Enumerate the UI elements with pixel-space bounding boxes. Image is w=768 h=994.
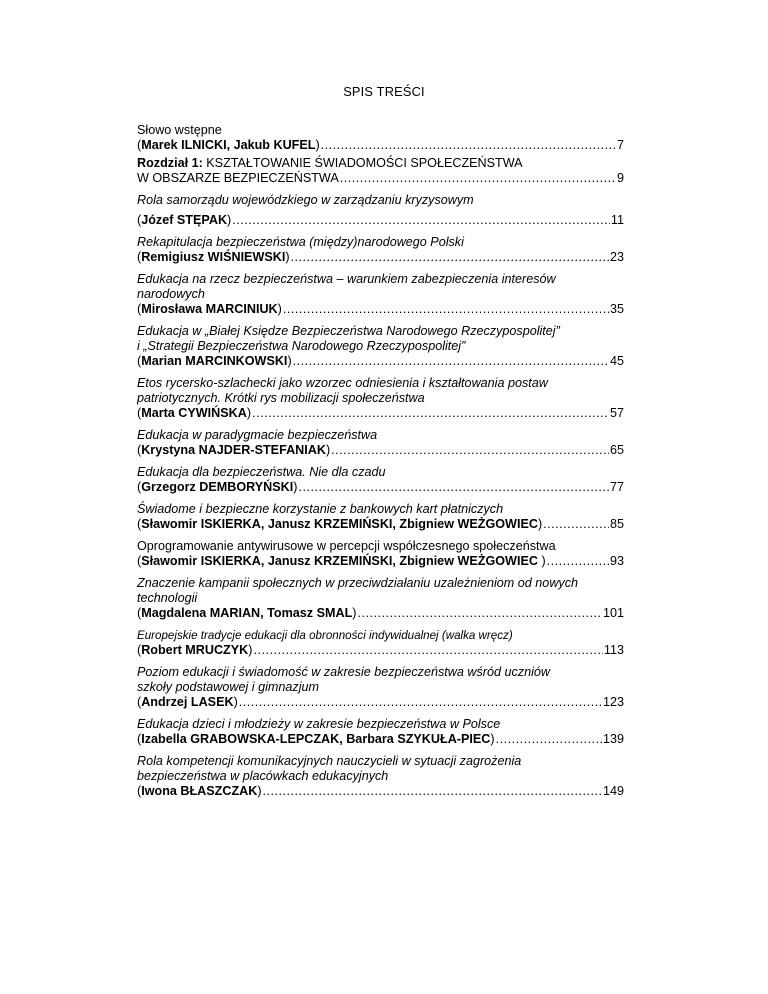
toc-entry-author-line: W OBSZARZE BEZPIECZEŃSTWA ..... 9 bbox=[137, 171, 624, 186]
toc-entry-author-line: (Marek ILNICKI, Jakub KUFEL) ..... 7 bbox=[137, 138, 624, 153]
table-of-contents bbox=[137, 123, 624, 806]
toc-entry-title: Rola kompetencji komunikacyjnych nauczycieli w sytuacji zagrożenia bbox=[137, 754, 522, 768]
toc-entry-title: Edukacja na rzecz bezpieczeństwa – warunkiem zabezpieczenia interesów bbox=[137, 272, 556, 286]
chapter-label: Rozdział 1: bbox=[137, 156, 203, 170]
toc-entry-author-line: (Izabella GRABOWSKA-LEPCZAK, Barbara SZYKUŁA-PIEC) ..... 139 bbox=[137, 732, 624, 747]
toc-entry-page: 101 bbox=[602, 606, 624, 620]
toc-entry bbox=[137, 376, 624, 421]
toc-entry-title: Rola samorządu wojewódzkiego w zarządzaniu kryzysowym bbox=[137, 193, 474, 207]
toc-entry-author-line: (Mirosława MARCINIUK) ..... 35 bbox=[137, 302, 624, 317]
toc-entry-page: 35 bbox=[609, 302, 624, 316]
toc-entry-page: 139 bbox=[602, 732, 624, 746]
toc-entry-title: Poziom edukacji i świadomość w zakresie bezpieczeństwa wśród uczniów bbox=[137, 665, 550, 679]
toc-entry-authors: Izabella GRABOWSKA-LEPCZAK, Barbara SZYKUŁA-PIEC bbox=[141, 732, 491, 746]
toc-entry-title: Słowo wstępne bbox=[137, 123, 222, 137]
toc-entry bbox=[137, 272, 624, 317]
toc-entry-title: Świadome i bezpieczne korzystanie z bankowych kart płatniczych bbox=[137, 502, 504, 516]
toc-entry-title: Rekapitulacja bezpieczeństwa (między)narodowego Polski bbox=[137, 235, 464, 249]
dot-leader bbox=[283, 302, 609, 317]
toc-entry-page: 45 bbox=[609, 354, 624, 368]
toc-entry-title: Edukacja dla bezpieczeństwa. Nie dla czadu bbox=[137, 465, 386, 479]
toc-entry-page: 113 bbox=[603, 643, 624, 657]
toc-entry bbox=[137, 717, 624, 747]
toc-entry-chapter-1 bbox=[137, 156, 624, 186]
toc-entry-authors: Grzegorz DEMBORYŃSKI bbox=[141, 480, 294, 494]
toc-entry-title: Edukacja w paradygmacie bezpieczeństwa bbox=[137, 428, 378, 442]
dot-leader bbox=[239, 695, 602, 710]
toc-entry-page: 149 bbox=[602, 784, 624, 798]
toc-entry-authors: Marek ILNICKI, Jakub KUFEL bbox=[141, 138, 316, 152]
dot-leader bbox=[252, 406, 609, 421]
toc-entry bbox=[137, 502, 624, 532]
toc-entry-title: bezpieczeństwa w placówkach edukacyjnych bbox=[137, 769, 389, 783]
toc-entry bbox=[137, 754, 624, 799]
toc-entry bbox=[137, 193, 624, 228]
toc-entry-title: Znaczenie kampanii społecznych w przeciwdziałaniu uzależnieniom od nowych bbox=[137, 576, 579, 590]
dot-leader bbox=[340, 171, 616, 186]
toc-entry-author-line: (Marta CYWIŃSKA) ..... 57 bbox=[137, 406, 624, 421]
toc-entry-author-line: (Sławomir ISKIERKA, Janusz KRZEMIŃSKI, Zbigniew WEŻGOWIEC ) ..... 93 bbox=[137, 554, 624, 569]
toc-entry bbox=[137, 235, 624, 265]
dot-leader bbox=[321, 138, 616, 153]
dot-leader bbox=[263, 784, 602, 799]
toc-entry-page: 23 bbox=[609, 250, 624, 264]
toc-entry-authors: Sławomir ISKIERKA, Janusz KRZEMIŃSKI, Zbigniew WEŻGOWIEC bbox=[141, 517, 538, 531]
toc-entry bbox=[137, 539, 624, 569]
toc-entry-title: Etos rycersko-szlachecki jako wzorzec odniesienia i kształtowania postaw bbox=[137, 376, 548, 390]
dot-leader bbox=[547, 554, 609, 569]
toc-entry-title: narodowych bbox=[137, 287, 205, 301]
dot-leader bbox=[291, 250, 609, 265]
toc-entry-authors: Mirosława MARCINIUK bbox=[141, 302, 278, 316]
toc-entry-author-line: (Magdalena MARIAN, Tomasz SMAL) ..... 101 bbox=[137, 606, 624, 621]
dot-leader bbox=[331, 443, 609, 458]
toc-entry-page: 11 bbox=[610, 213, 624, 227]
toc-entry-page: 7 bbox=[616, 138, 624, 152]
toc-entry bbox=[137, 465, 624, 495]
toc-entry-foreword bbox=[137, 123, 624, 153]
toc-entry-author-line: (Krystyna NAJDER-STEFANIAK) ..... 65 bbox=[137, 443, 624, 458]
toc-entry-title: patriotycznych. Krótki rys mobilizacji społeczeństwa bbox=[137, 391, 425, 405]
toc-entry-title: Oprogramowanie antywirusowe w percepcji współczesnego społeczeństwa bbox=[137, 539, 556, 553]
toc-entry-author-line: (Robert MRUCZYK) ..... 113 bbox=[137, 643, 624, 658]
toc-entry-page: 77 bbox=[609, 480, 624, 494]
toc-entry bbox=[137, 665, 624, 710]
toc-entry-authors: Remigiusz WIŚNIEWSKI bbox=[141, 250, 286, 264]
page-title: SPIS TREŚCI bbox=[343, 84, 425, 99]
toc-entry-authors: Krystyna NAJDER-STEFANIAK bbox=[141, 443, 326, 457]
dot-leader bbox=[358, 606, 602, 621]
toc-entry-authors: Marta CYWIŃSKA bbox=[141, 406, 247, 420]
toc-entry-page: 85 bbox=[609, 517, 624, 531]
toc-entry-title: Europejskie tradycje edukacji dla obronności indywidualnej (walka wręcz) bbox=[137, 629, 513, 642]
toc-entry bbox=[137, 324, 624, 369]
toc-entry-authors: Magdalena MARIAN, Tomasz SMAL bbox=[141, 606, 353, 620]
toc-entry bbox=[137, 428, 624, 458]
toc-entry-author-line: (Marian MARCINKOWSKI) ..... 45 bbox=[137, 354, 624, 369]
toc-entry-author-line: (Andrzej LASEK) ..... 123 bbox=[137, 695, 624, 710]
toc-entry-title: Rozdział 1: KSZTAŁTOWANIE ŚWIADOMOŚCI SPOŁECZEŃSTWA bbox=[137, 156, 523, 170]
toc-entry-title: szkoły podstawowej i gimnazjum bbox=[137, 680, 319, 694]
toc-entry-title: Edukacja dzieci i młodzieży w zakresie bezpieczeństwa w Polsce bbox=[137, 717, 501, 731]
toc-entry-author-line: (Sławomir ISKIERKA, Janusz KRZEMIŃSKI, Zbigniew WEŻGOWIEC) ..... 85 bbox=[137, 517, 624, 532]
dot-leader bbox=[543, 517, 609, 532]
toc-entry-author-line: (Józef STĘPAK) ..... 11 bbox=[137, 213, 624, 228]
dot-leader bbox=[293, 354, 609, 369]
toc-entry-authors: Iwona BŁASZCZAK bbox=[141, 784, 258, 798]
toc-entry-authors: Marian MARCINKOWSKI bbox=[141, 354, 288, 368]
toc-entry-authors: Józef STĘPAK bbox=[141, 213, 228, 227]
toc-entry-page: 9 bbox=[616, 171, 624, 185]
toc-entry-author-line: (Grzegorz DEMBORYŃSKI) ..... 77 bbox=[137, 480, 624, 495]
toc-entry-page: 57 bbox=[609, 406, 624, 420]
toc-entry bbox=[137, 628, 624, 658]
toc-entry bbox=[137, 576, 624, 621]
toc-entry-title: i „Strategii Bezpieczeństwa Narodowego Rzeczypospolitej” bbox=[137, 339, 466, 353]
toc-entry-page: 123 bbox=[602, 695, 624, 709]
toc-entry-authors: Andrzej LASEK bbox=[141, 695, 234, 709]
toc-entry-page: 93 bbox=[609, 554, 624, 568]
toc-entry-author-line: (Iwona BŁASZCZAK) ..... 149 bbox=[137, 784, 624, 799]
dot-leader bbox=[232, 213, 610, 228]
toc-entry-author-line: (Remigiusz WIŚNIEWSKI) ..... 23 bbox=[137, 250, 624, 265]
toc-entry-authors: Robert MRUCZYK bbox=[141, 643, 249, 657]
toc-entry-page: 65 bbox=[609, 443, 624, 457]
dot-leader bbox=[253, 643, 602, 658]
toc-entry-title: Edukacja w „Białej Księdze Bezpieczeństwa Narodowego Rzeczypospolitej” bbox=[137, 324, 560, 338]
dot-leader bbox=[496, 732, 602, 747]
toc-entry-title: technologii bbox=[137, 591, 198, 605]
dot-leader bbox=[298, 480, 609, 495]
toc-entry-authors: Sławomir ISKIERKA, Janusz KRZEMIŃSKI, Zbigniew WEŻGOWIEC bbox=[141, 554, 542, 568]
